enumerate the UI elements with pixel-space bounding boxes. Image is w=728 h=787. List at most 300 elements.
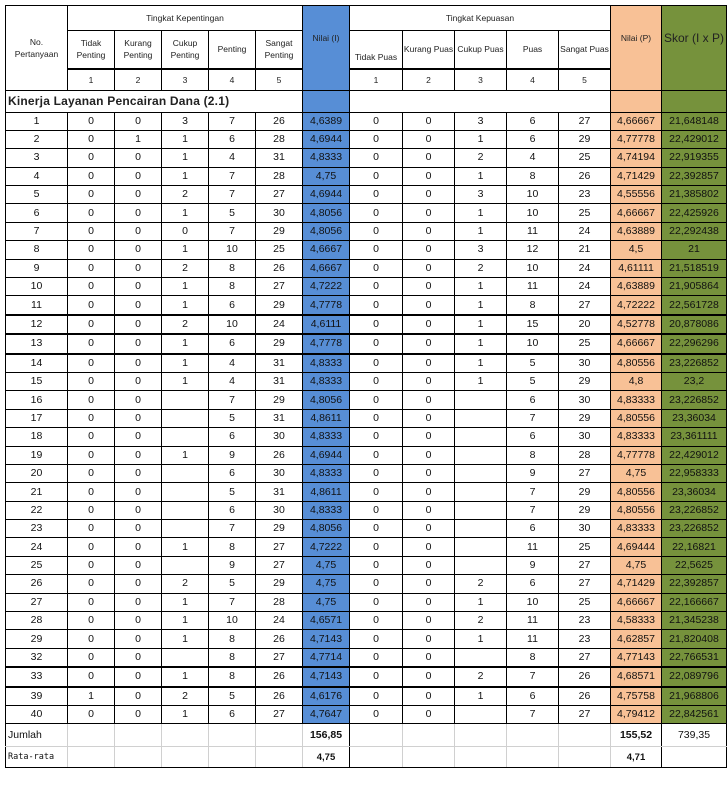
kepuasan-count: 30	[559, 391, 611, 409]
kepentingan-count: 31	[256, 372, 303, 390]
kepuasan-count: 0	[350, 630, 403, 648]
kepentingan-count: 0	[115, 446, 162, 464]
kepentingan-count: 29	[256, 575, 303, 593]
kepentingan-count: 8	[209, 648, 256, 667]
kepentingan-count: 0	[115, 667, 162, 686]
kepuasan-count: 0	[403, 296, 455, 315]
question-number: 23	[6, 520, 68, 538]
kepuasan-count: 0	[403, 241, 455, 259]
kepuasan-count: 0	[350, 520, 403, 538]
kepuasan-count: 0	[403, 593, 455, 611]
kepentingan-count: 1	[162, 241, 209, 259]
kepuasan-count: 0	[350, 259, 403, 277]
kepuasan-count: 0	[403, 428, 455, 446]
skor-value: 23,226852	[662, 391, 727, 409]
table-row	[6, 112, 727, 130]
kepentingan-count: 0	[115, 372, 162, 390]
kepentingan-count: 28	[256, 167, 303, 185]
rata-rata-nilai-p: 4,71	[611, 747, 662, 768]
kepuasan-count	[455, 446, 507, 464]
kepuasan-count: 8	[507, 167, 559, 185]
kepuasan-count: 7	[507, 483, 559, 501]
nilai-i-value: 4,8056	[303, 391, 350, 409]
kepentingan-count: 0	[115, 630, 162, 648]
nilai-p-value: 4,63889	[611, 278, 662, 296]
nilai-p-value: 4,8	[611, 372, 662, 390]
nilai-i-value: 4,7222	[303, 538, 350, 556]
kepuasan-count: 26	[559, 687, 611, 706]
kepuasan-count: 0	[403, 446, 455, 464]
kepentingan-count: 0	[68, 520, 115, 538]
kepuasan-count: 6	[507, 687, 559, 706]
kepuasan-count: 0	[350, 334, 403, 353]
kepentingan-count: 30	[256, 428, 303, 446]
kepentingan-count: 8	[209, 259, 256, 277]
kepentingan-count: 0	[115, 687, 162, 706]
kepentingan-count: 8	[209, 278, 256, 296]
kepuasan-count: 2	[455, 259, 507, 277]
nilai-i-value: 4,7647	[303, 706, 350, 724]
kepuasan-count: 11	[507, 538, 559, 556]
kepentingan-count: 1	[162, 354, 209, 373]
nilai-p-value: 4,80556	[611, 354, 662, 373]
nilai-p-value: 4,52778	[611, 315, 662, 334]
table-row	[6, 241, 727, 259]
kepentingan-count: 0	[68, 278, 115, 296]
kepentingan-count: 26	[256, 112, 303, 130]
nilai-p-value: 4,77778	[611, 446, 662, 464]
nilai-i-value: 4,7778	[303, 296, 350, 315]
kepuasan-count: 10	[507, 593, 559, 611]
table-row	[6, 334, 727, 353]
skor-value: 21,905864	[662, 278, 727, 296]
kepentingan-count: 0	[115, 409, 162, 427]
kepuasan-count: 3	[455, 112, 507, 130]
kepentingan-count: 24	[256, 315, 303, 334]
kepentingan-count: 1	[162, 630, 209, 648]
kepuasan-count: 0	[403, 483, 455, 501]
kepentingan-count: 5	[209, 409, 256, 427]
kepentingan-count: 0	[68, 259, 115, 277]
skor-value: 22,919355	[662, 149, 727, 167]
table-row	[6, 372, 727, 390]
kepentingan-count: 0	[68, 372, 115, 390]
kepentingan-count: 0	[68, 149, 115, 167]
kepuasan-count: 6	[507, 391, 559, 409]
empty-cell	[559, 724, 611, 747]
skor-value: 20,878086	[662, 315, 727, 334]
empty-cell	[403, 747, 455, 768]
skor-value: 21	[662, 241, 727, 259]
nilai-i-value: 4,8333	[303, 501, 350, 519]
skor-value: 22,089796	[662, 667, 727, 686]
kepuasan-count	[455, 483, 507, 501]
skor-value: 22,429012	[662, 130, 727, 148]
kepuasan-count: 0	[403, 687, 455, 706]
kepuasan-count: 2	[455, 575, 507, 593]
kepentingan-count: 0	[68, 464, 115, 482]
kepentingan-count: 1	[115, 130, 162, 148]
kepuasan-count: 8	[507, 648, 559, 667]
nilai-i-value: 4,6571	[303, 612, 350, 630]
kepuasan-count: 9	[507, 556, 559, 574]
header-penting: Penting	[209, 31, 256, 69]
nilai-i-value: 4,6176	[303, 687, 350, 706]
kepentingan-count: 0	[115, 259, 162, 277]
skor-value: 22,842561	[662, 706, 727, 724]
kepentingan-count: 6	[209, 334, 256, 353]
kepentingan-count: 7	[209, 186, 256, 204]
header-kurang-penting: Kurang Penting	[115, 31, 162, 69]
kepentingan-count: 6	[209, 428, 256, 446]
kepuasan-count: 0	[350, 687, 403, 706]
skor-value: 21,820408	[662, 630, 727, 648]
kepuasan-count: 29	[559, 409, 611, 427]
kepentingan-count	[162, 520, 209, 538]
kepentingan-count: 27	[256, 648, 303, 667]
skor-value: 22,292438	[662, 222, 727, 240]
kepentingan-count: 30	[256, 204, 303, 222]
kepuasan-count: 0	[350, 167, 403, 185]
header-kurang-puas: Kurang Puas	[403, 31, 455, 69]
table-row	[6, 630, 727, 648]
kepentingan-count	[162, 648, 209, 667]
kepentingan-count: 2	[162, 687, 209, 706]
kepentingan-count: 27	[256, 556, 303, 574]
nilai-p-value: 4,74194	[611, 149, 662, 167]
kepuasan-count: 10	[507, 186, 559, 204]
nilai-i-value: 4,6667	[303, 241, 350, 259]
kepuasan-count: 6	[507, 112, 559, 130]
question-number: 26	[6, 575, 68, 593]
kepuasan-count	[455, 464, 507, 482]
table-row	[6, 391, 727, 409]
kepuasan-count: 24	[559, 278, 611, 296]
kepuasan-count: 1	[455, 222, 507, 240]
kepuasan-count: 1	[455, 687, 507, 706]
question-number: 7	[6, 222, 68, 240]
kepuasan-count: 0	[403, 501, 455, 519]
kepentingan-count: 0	[68, 315, 115, 334]
kepentingan-count: 0	[115, 556, 162, 574]
question-number: 8	[6, 241, 68, 259]
ipa-table	[5, 5, 727, 768]
kepentingan-count: 4	[209, 149, 256, 167]
question-number: 17	[6, 409, 68, 427]
nilai-i-value: 4,8056	[303, 520, 350, 538]
kepentingan-count: 1	[162, 593, 209, 611]
kepentingan-count: 6	[209, 706, 256, 724]
kepuasan-count	[455, 501, 507, 519]
kepentingan-count: 0	[115, 464, 162, 482]
kepentingan-count: 0	[115, 204, 162, 222]
kepentingan-count: 0	[68, 296, 115, 315]
nilai-p-value: 4,66667	[611, 334, 662, 353]
kepuasan-count: 1	[455, 334, 507, 353]
skor-value: 21,648148	[662, 112, 727, 130]
kepentingan-count: 0	[68, 446, 115, 464]
kepuasan-count: 11	[507, 612, 559, 630]
kepuasan-count: 7	[507, 501, 559, 519]
table-row	[6, 186, 727, 204]
nilai-i-value: 4,6944	[303, 186, 350, 204]
kepuasan-count: 0	[350, 483, 403, 501]
kepuasan-count: 0	[403, 167, 455, 185]
nilai-p-value: 4,83333	[611, 391, 662, 409]
kepentingan-count: 0	[68, 409, 115, 427]
kepuasan-count: 29	[559, 483, 611, 501]
kepuasan-count: 0	[350, 593, 403, 611]
nilai-p-value: 4,71429	[611, 575, 662, 593]
kepuasan-count: 0	[350, 538, 403, 556]
header-tidak-penting: Tidak Penting	[68, 31, 115, 69]
nilai-i-value: 4,6389	[303, 112, 350, 130]
skor-value: 23,226852	[662, 520, 727, 538]
kepentingan-count: 30	[256, 464, 303, 482]
kepuasan-count: 0	[350, 112, 403, 130]
nilai-p-value: 4,77143	[611, 648, 662, 667]
question-number: 33	[6, 667, 68, 686]
scale-5: 5	[559, 69, 611, 91]
kepentingan-count: 9	[209, 446, 256, 464]
kepentingan-count: 29	[256, 391, 303, 409]
kepuasan-count: 0	[350, 204, 403, 222]
empty-cell	[455, 724, 507, 747]
nilai-p-value: 4,5	[611, 241, 662, 259]
kepentingan-count: 1	[162, 149, 209, 167]
scale-3: 3	[162, 69, 209, 91]
jumlah-label: Jumlah	[6, 724, 68, 747]
kepentingan-count: 0	[115, 483, 162, 501]
kepentingan-count: 0	[68, 222, 115, 240]
kepentingan-count: 5	[209, 575, 256, 593]
header-tingkat-kepentingan: Tingkat Kepentingan	[68, 6, 303, 31]
kepentingan-count: 29	[256, 222, 303, 240]
kepuasan-count: 25	[559, 334, 611, 353]
kepentingan-count: 1	[162, 538, 209, 556]
kepuasan-count: 0	[350, 315, 403, 334]
kepuasan-count: 24	[559, 259, 611, 277]
question-number: 29	[6, 630, 68, 648]
kepuasan-count: 0	[350, 556, 403, 574]
table-row	[6, 296, 727, 315]
nilai-p-value: 4,75758	[611, 687, 662, 706]
kepuasan-count: 0	[350, 648, 403, 667]
nilai-i-value: 4,6944	[303, 130, 350, 148]
kepentingan-count	[162, 409, 209, 427]
empty-cell	[162, 747, 209, 768]
kepuasan-count: 0	[403, 112, 455, 130]
kepentingan-count: 0	[68, 648, 115, 667]
kepuasan-count: 30	[559, 428, 611, 446]
nilai-i-value: 4,8333	[303, 149, 350, 167]
kepentingan-count: 25	[256, 241, 303, 259]
nilai-p-value: 4,75	[611, 464, 662, 482]
nilai-p-value: 4,61111	[611, 259, 662, 277]
kepentingan-count	[162, 556, 209, 574]
kepentingan-count: 6	[209, 464, 256, 482]
scale-1: 1	[350, 69, 403, 91]
kepuasan-count	[455, 706, 507, 724]
kepuasan-count: 2	[455, 612, 507, 630]
empty-cell	[162, 724, 209, 747]
kepuasan-count: 5	[507, 372, 559, 390]
kepuasan-count: 0	[403, 464, 455, 482]
question-number: 13	[6, 334, 68, 353]
kepentingan-count: 1	[162, 706, 209, 724]
question-number: 24	[6, 538, 68, 556]
question-number: 21	[6, 483, 68, 501]
header-nilai-i: Nilai (I)	[303, 6, 350, 91]
nilai-i-value: 4,8056	[303, 222, 350, 240]
kepuasan-count: 0	[403, 259, 455, 277]
kepuasan-count: 0	[403, 648, 455, 667]
nilai-i-value: 4,8611	[303, 409, 350, 427]
table-row	[6, 687, 727, 706]
question-number: 25	[6, 556, 68, 574]
kepuasan-count: 25	[559, 204, 611, 222]
kepuasan-count: 30	[559, 520, 611, 538]
kepuasan-count: 27	[559, 575, 611, 593]
rata-rata-nilai-i: 4,75	[303, 747, 350, 768]
nilai-p-value: 4,71429	[611, 167, 662, 185]
skor-value: 23,2	[662, 372, 727, 390]
kepentingan-count: 0	[115, 391, 162, 409]
kepentingan-count: 7	[209, 520, 256, 538]
kepuasan-count: 4	[507, 149, 559, 167]
kepentingan-count: 1	[162, 278, 209, 296]
kepuasan-count: 1	[455, 167, 507, 185]
empty-cell	[455, 747, 507, 768]
kepuasan-count: 0	[403, 538, 455, 556]
kepentingan-count: 27	[256, 186, 303, 204]
kepentingan-count	[162, 391, 209, 409]
header-skor: Skor (I x P)	[662, 6, 727, 91]
empty-cell	[209, 724, 256, 747]
nilai-p-value: 4,77778	[611, 130, 662, 148]
skor-value: 21,518519	[662, 259, 727, 277]
kepuasan-count: 26	[559, 667, 611, 686]
kepuasan-count: 0	[350, 354, 403, 373]
empty-cell	[68, 724, 115, 747]
rata-rata-skor-blank	[662, 747, 727, 768]
kepuasan-count	[455, 556, 507, 574]
kepuasan-count: 0	[403, 334, 455, 353]
kepuasan-count: 23	[559, 630, 611, 648]
kepentingan-count: 26	[256, 687, 303, 706]
kepuasan-count: 6	[507, 428, 559, 446]
table-row	[6, 167, 727, 185]
kepuasan-count: 20	[559, 315, 611, 334]
kepentingan-count: 31	[256, 483, 303, 501]
kepentingan-count: 0	[68, 130, 115, 148]
question-number: 16	[6, 391, 68, 409]
kepentingan-count: 0	[68, 334, 115, 353]
nilai-i-value: 4,6667	[303, 259, 350, 277]
kepuasan-count: 23	[559, 612, 611, 630]
kepentingan-count: 0	[115, 706, 162, 724]
kepentingan-count: 1	[162, 130, 209, 148]
nilai-i-value: 4,7222	[303, 278, 350, 296]
skor-value: 22,392857	[662, 167, 727, 185]
kepentingan-count: 0	[115, 501, 162, 519]
kepuasan-count: 11	[507, 630, 559, 648]
kepentingan-count: 0	[115, 149, 162, 167]
kepentingan-count: 0	[115, 612, 162, 630]
kepuasan-count: 29	[559, 130, 611, 148]
kepuasan-count: 10	[507, 259, 559, 277]
kepuasan-count: 0	[350, 391, 403, 409]
kepuasan-count: 27	[559, 706, 611, 724]
question-number: 22	[6, 501, 68, 519]
kepentingan-count: 0	[68, 538, 115, 556]
question-number: 1	[6, 112, 68, 130]
kepentingan-count: 26	[256, 446, 303, 464]
nilai-p-value: 4,66667	[611, 204, 662, 222]
nilai-i-value: 4,8333	[303, 428, 350, 446]
nilai-p-value: 4,69444	[611, 538, 662, 556]
kepentingan-count: 31	[256, 149, 303, 167]
table-row	[6, 648, 727, 667]
question-number: 5	[6, 186, 68, 204]
kepuasan-count: 29	[559, 372, 611, 390]
kepentingan-count: 27	[256, 278, 303, 296]
scale-5: 5	[256, 69, 303, 91]
kepuasan-count: 6	[507, 130, 559, 148]
question-number: 11	[6, 296, 68, 315]
scale-3: 3	[455, 69, 507, 91]
kepuasan-count: 0	[403, 186, 455, 204]
jumlah-nilai-i: 156,85	[303, 724, 350, 747]
kepentingan-count: 5	[209, 204, 256, 222]
kepuasan-count: 0	[403, 354, 455, 373]
scale-2: 2	[115, 69, 162, 91]
scale-4: 4	[209, 69, 256, 91]
kepentingan-count	[162, 483, 209, 501]
kepentingan-count: 0	[68, 593, 115, 611]
header-tingkat-kepuasan: Tingkat Kepuasan	[350, 6, 611, 31]
kepentingan-count: 0	[115, 575, 162, 593]
nilai-i-value: 4,7143	[303, 667, 350, 686]
kepentingan-count: 0	[115, 428, 162, 446]
kepuasan-count: 6	[507, 575, 559, 593]
kepentingan-count: 1	[68, 687, 115, 706]
nilai-i-value: 4,7778	[303, 334, 350, 353]
nilai-p-value: 4,80556	[611, 501, 662, 519]
kepuasan-count: 7	[507, 706, 559, 724]
table-row	[6, 278, 727, 296]
table-row	[6, 575, 727, 593]
kepentingan-count: 1	[162, 667, 209, 686]
question-number: 28	[6, 612, 68, 630]
kepentingan-count: 2	[162, 575, 209, 593]
skor-value: 22,166667	[662, 593, 727, 611]
question-number: 12	[6, 315, 68, 334]
nilai-p-value: 4,58333	[611, 612, 662, 630]
table-row	[6, 556, 727, 574]
kepentingan-count: 1	[162, 446, 209, 464]
kepentingan-count: 0	[68, 575, 115, 593]
kepuasan-count: 0	[350, 612, 403, 630]
question-number: 39	[6, 687, 68, 706]
kepuasan-count: 0	[350, 186, 403, 204]
question-number: 15	[6, 372, 68, 390]
kepuasan-count	[455, 520, 507, 538]
question-number: 9	[6, 259, 68, 277]
kepentingan-count: 6	[209, 501, 256, 519]
table-row	[6, 706, 727, 724]
kepentingan-count: 28	[256, 593, 303, 611]
